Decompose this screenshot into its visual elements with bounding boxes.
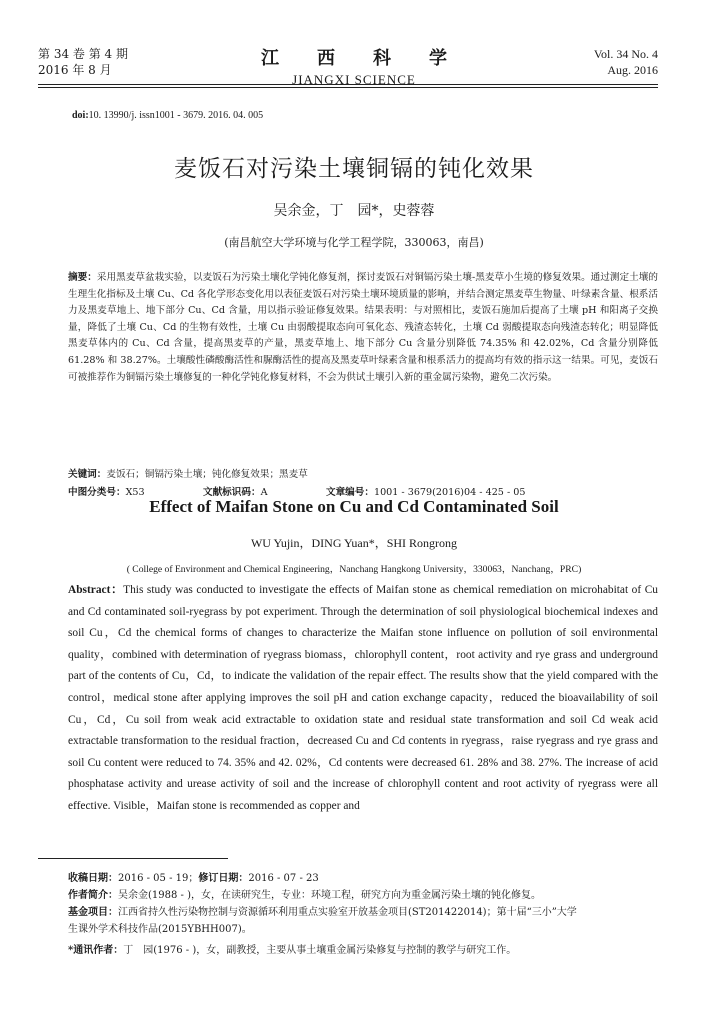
article-number-label: 文章编号： [326, 487, 374, 498]
keywords-cn [68, 466, 308, 480]
clc-label: 中图分类号： [68, 487, 126, 498]
header-divider [38, 84, 658, 85]
article-number-value: 1001 - 3679(2016)04 - 425 - 05 [373, 487, 526, 498]
doi-line [72, 110, 263, 121]
affiliation-cn: (南昌航空大学环境与化学工程学院，330063，南昌) [224, 236, 484, 249]
footnote-divider [38, 858, 228, 859]
abstract-cn-text: 采用黑麦草盆栽实验，以麦饭石为污染土壤化学钝化修复剂，探讨麦饭石对铜镉污染土壤-黑麦草小生境的修复效果。通过测定土壤的生理生化指标及土壤 Cu、Cd 各化学形态变化用以表征麦饭石对污染土壤环境质量的影响，并结合测定黑麦草生物量、叶绿素含量、根系活力及黑麦草地上、地下部分 Cu、Cd 含量，用以指示验证修复效果。结果表明：与对照相比，麦饭石施加后提高了土壤 pH 和阳离子交换量，降低了土壤 Cu、Cd 的生物有效性，土壤 Cu 由弱酸提取态向可氧化态、残渣态转化，土壤 Cd 弱酸提取态向残渣态转化；明显降低黑麦草体内的 Cu、Cd 含量，提高黑麦草的产量，黑麦草地上、地下部分 Cu 含量分别降低 74.35% 和 42.02%，Cd 含量分别降低 61.28% 和 38.27%。土壤酸性磷酸酶活性和脲酶活性的提高及黑麦草叶绿素含量和根系活力的提高均有效的指示这一结果。可见，麦饭石可被推荐作为铜镉污染土壤修复的一种化学钝化修复材料，不会为供试土壤引入新的重金属污染物，避免二次污染。 [68, 272, 658, 383]
keywords-text: 麦饭石；铜镉污染土壤；钝化修复效果；黑麦草 [106, 469, 308, 480]
author-bio-label: 作者简介： [68, 890, 118, 901]
header-volume-en [594, 46, 658, 78]
footnote-corresponding [68, 942, 668, 959]
footnote-dates [68, 870, 668, 887]
doc-code-value: A [260, 487, 268, 498]
corresponding-text: 丁 园(1976 - )，女，副教授，主要从事土壤重金属污染修复与控制的教学与研究工作。 [123, 945, 517, 956]
revised-date: 2016 - 07 - 23 [248, 873, 319, 884]
header-vol-no: Vol. 34 No. 4 [593, 47, 658, 61]
document-code [203, 484, 268, 498]
abstract-en-label: Abstract： [68, 584, 124, 596]
fund-text-line1: 江西省持久性污染物控制与资源循环利用重点实验室开放基金项目(ST201422014)；第十届“三小”大学 [118, 907, 577, 918]
doi-value: 10. 13990/j. issn1001 - 3679. 2016. 04. 005 [88, 110, 264, 121]
revised-label: 修订日期： [198, 873, 249, 884]
clc-value: X53 [125, 487, 145, 498]
authors-cn: 吴余金，丁 园*，史蓉蓉 [273, 203, 435, 219]
abstract-cn-label: 摘要： [68, 272, 97, 283]
author-bio-text: 吴余金(1988 - )，女，在读研究生，专业：环境工程，研究方向为重金属污染土壤的钝化修复。 [118, 890, 541, 901]
header-date-cn: 2016 年 8 月 [38, 63, 112, 77]
authors-en: WU Yujin，DING Yuan*，SHI Rongrong [250, 536, 458, 550]
journal-name-cn: 江西科学 [261, 48, 485, 69]
article-number [326, 484, 525, 498]
journal-name-en: JIANGXI SCIENCE [292, 72, 416, 87]
corresponding-label: *通讯作者： [68, 945, 124, 956]
keywords-label: 关键词： [68, 469, 107, 480]
doi-label: doi: [72, 110, 89, 121]
received-label: 收稿日期： [68, 873, 118, 884]
article-title-cn: 麦饭石对污染土壤铜镉的钝化效果 [174, 156, 534, 182]
fund-label: 基金项目： [68, 907, 118, 918]
abstract-en [68, 580, 658, 818]
abstract-en-text: This study was conducted to investigate the effects of Maifan stone as chemical remediation on microhabitat of Cu and Cd contaminated soil-ryegrass by pot experiment. Through the determination of soil physiological biochemical indexes and soil Cu，Cd the chemical forms of changes to characterize the Maifan stone influence on pollution of soil environmental quality，combined with determination of ryegrass biomass，chlorophyll content，root activity and rye grass and underground part of the contents of Cu，Cd，to indicate the validation of the repair effect. The results show that the yield compared with the control，medical stone after applying improves the soil pH and cation exchange capacity，reduced the bioavailability of soil Cu，Cd，Cu soil from weak acid extractable to oxidation state and residual state transformation and soil Cd weak acid extractable transformation to the residual fraction，decreased Cu and Cd contents in ryegrass，raise ryegrass and rye grass and soil Cu content were reduced to 74. 35% and 42. 02%，Cd contents were decreased 61. 28% and 38. 27%. The increase of acid phosphatase activity and urease activity of soil and the increase of chlorophyll content and root activity of ryegrass were all effective. Visible，Maifan stone is recommended as copper and [68, 584, 658, 812]
footnote-author-bio [68, 887, 668, 904]
received-date: 2016 - 05 - 19； [118, 873, 199, 884]
footnote-fund-continued: 生课外学术科技作品(2015YBHH007)。 [68, 924, 252, 935]
clc-number [68, 484, 145, 498]
footnote-fund [68, 904, 668, 921]
abstract-cn [68, 270, 658, 386]
affiliation-en: ( College of Environment and Chemical Engineering，Nanchang Hangkong University，330063，Nanchang，PRC) [126, 564, 582, 575]
article-title-en: Effect of Maifan Stone on Cu and Cd Contaminated Soil [149, 497, 559, 516]
header-volume-issue: 第 34 卷 第 4 期 [38, 47, 128, 61]
header-date-en: Aug. 2016 [607, 63, 658, 77]
footnotes [68, 870, 668, 959]
doc-code-label: 文献标识码： [203, 487, 261, 498]
header-divider-secondary [38, 87, 658, 88]
